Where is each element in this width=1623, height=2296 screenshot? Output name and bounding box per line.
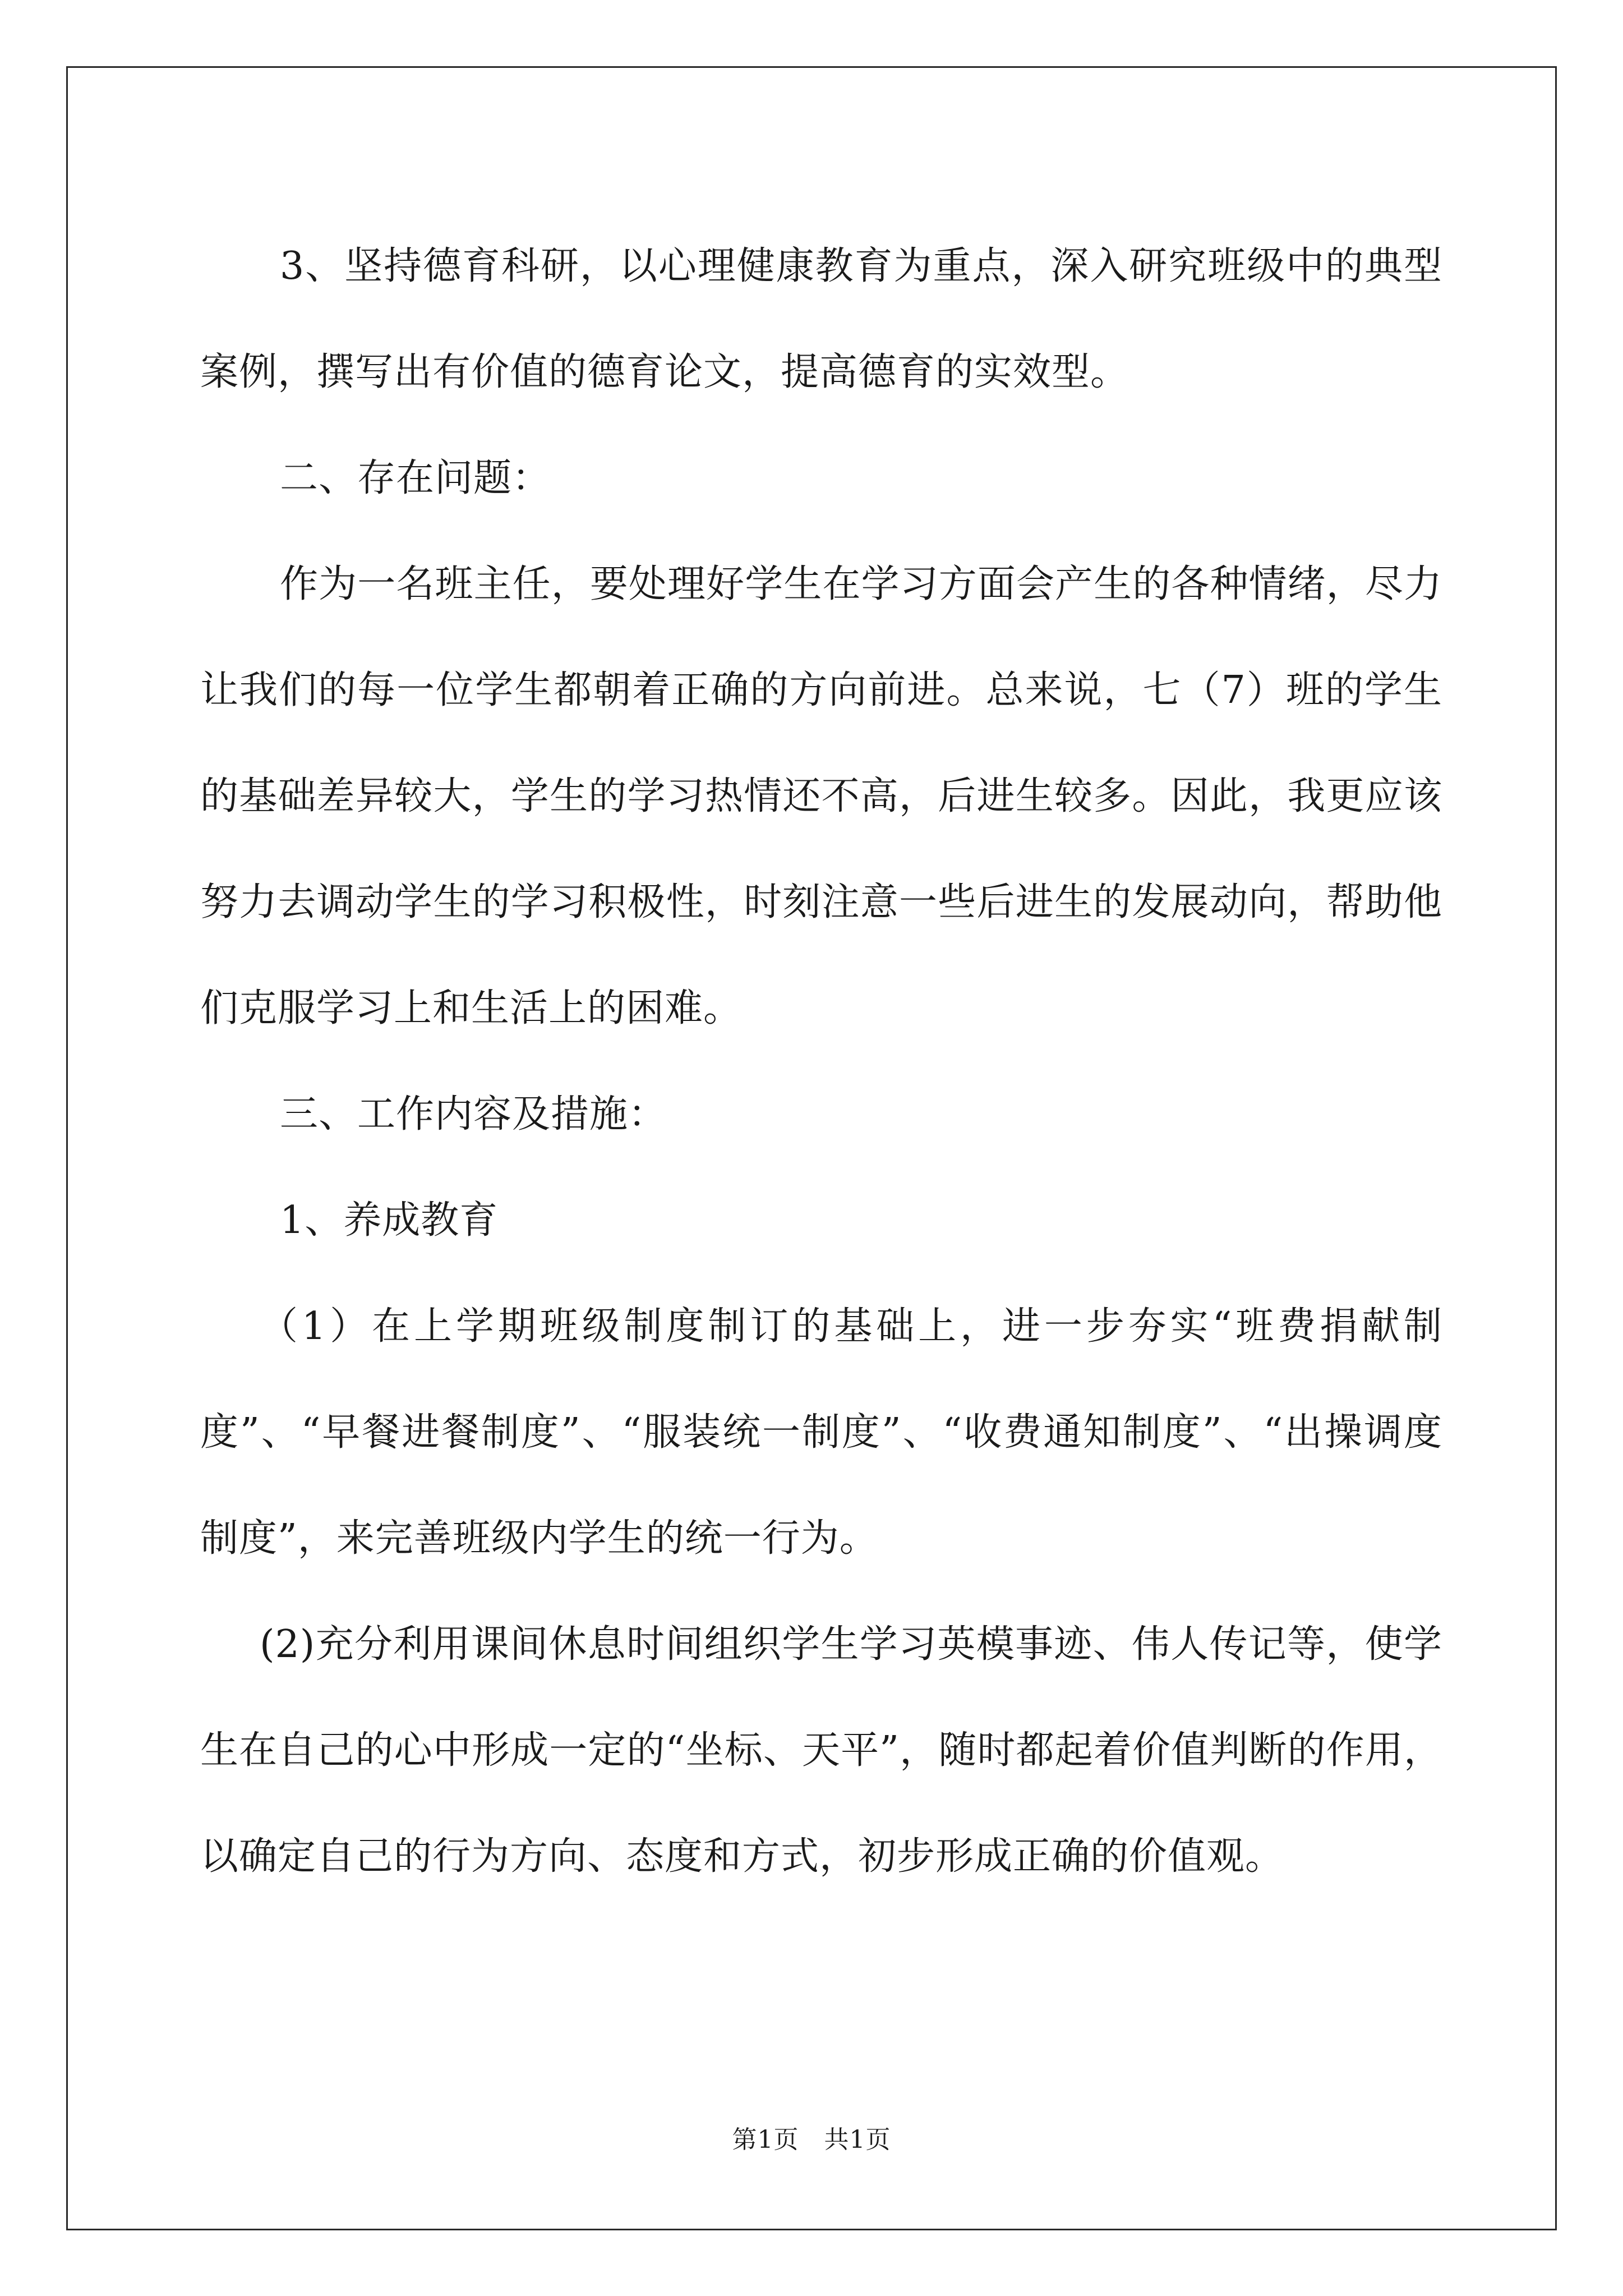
heading-work-measures: 三、工作内容及措施： — [280, 1092, 667, 1137]
paragraph-class-teacher: 作为一名班主任，要处理好学生在学习方面会产生的各种情绪，尽力让我们的每一位学生都朝着正确的方向前进。总来说，七（7）班的学生的基础差异较大，学生的学习热情还不高，后进生较多。因此，我更应该努力去调动学生的学习积极性，时刻注意一些后进生的发展动向，帮助他们克服学习上和生活上的困难。 — [200, 562, 1442, 1030]
paragraph-moral-research: 3、坚持德育科研，以心理健康教育为重点，深入研究班级中的典型案例，撰写出有价值的德育论文，提高德育的实效型。 — [200, 244, 1442, 394]
paragraph-class-rules: （1）在上学期班级制度制订的基础上，进一步夯实“班费捐献制度”、“早餐进餐制度”、“服装统一制度”、“收费通知制度”、“出操调度制度”，来完善班级内学生的统一行为。 — [200, 1304, 1442, 1561]
heading-habit-education: 1、养成教育 — [280, 1198, 499, 1243]
document-body — [200, 213, 1442, 1910]
paragraph-role-models: (2)充分利用课间休息时间组织学生学习英模事迹、伟人传记等，使学生在自己的心中形成一定的“坐标、天平”，随时都起着价值判断的作用，以确定自己的行为方向、态度和方式，初步形成正确的价值观。 — [200, 1622, 1442, 1879]
page-number-footer: 第1页 共1页 — [732, 2125, 891, 2154]
heading-existing-problems: 二、存在问题： — [280, 456, 551, 500]
